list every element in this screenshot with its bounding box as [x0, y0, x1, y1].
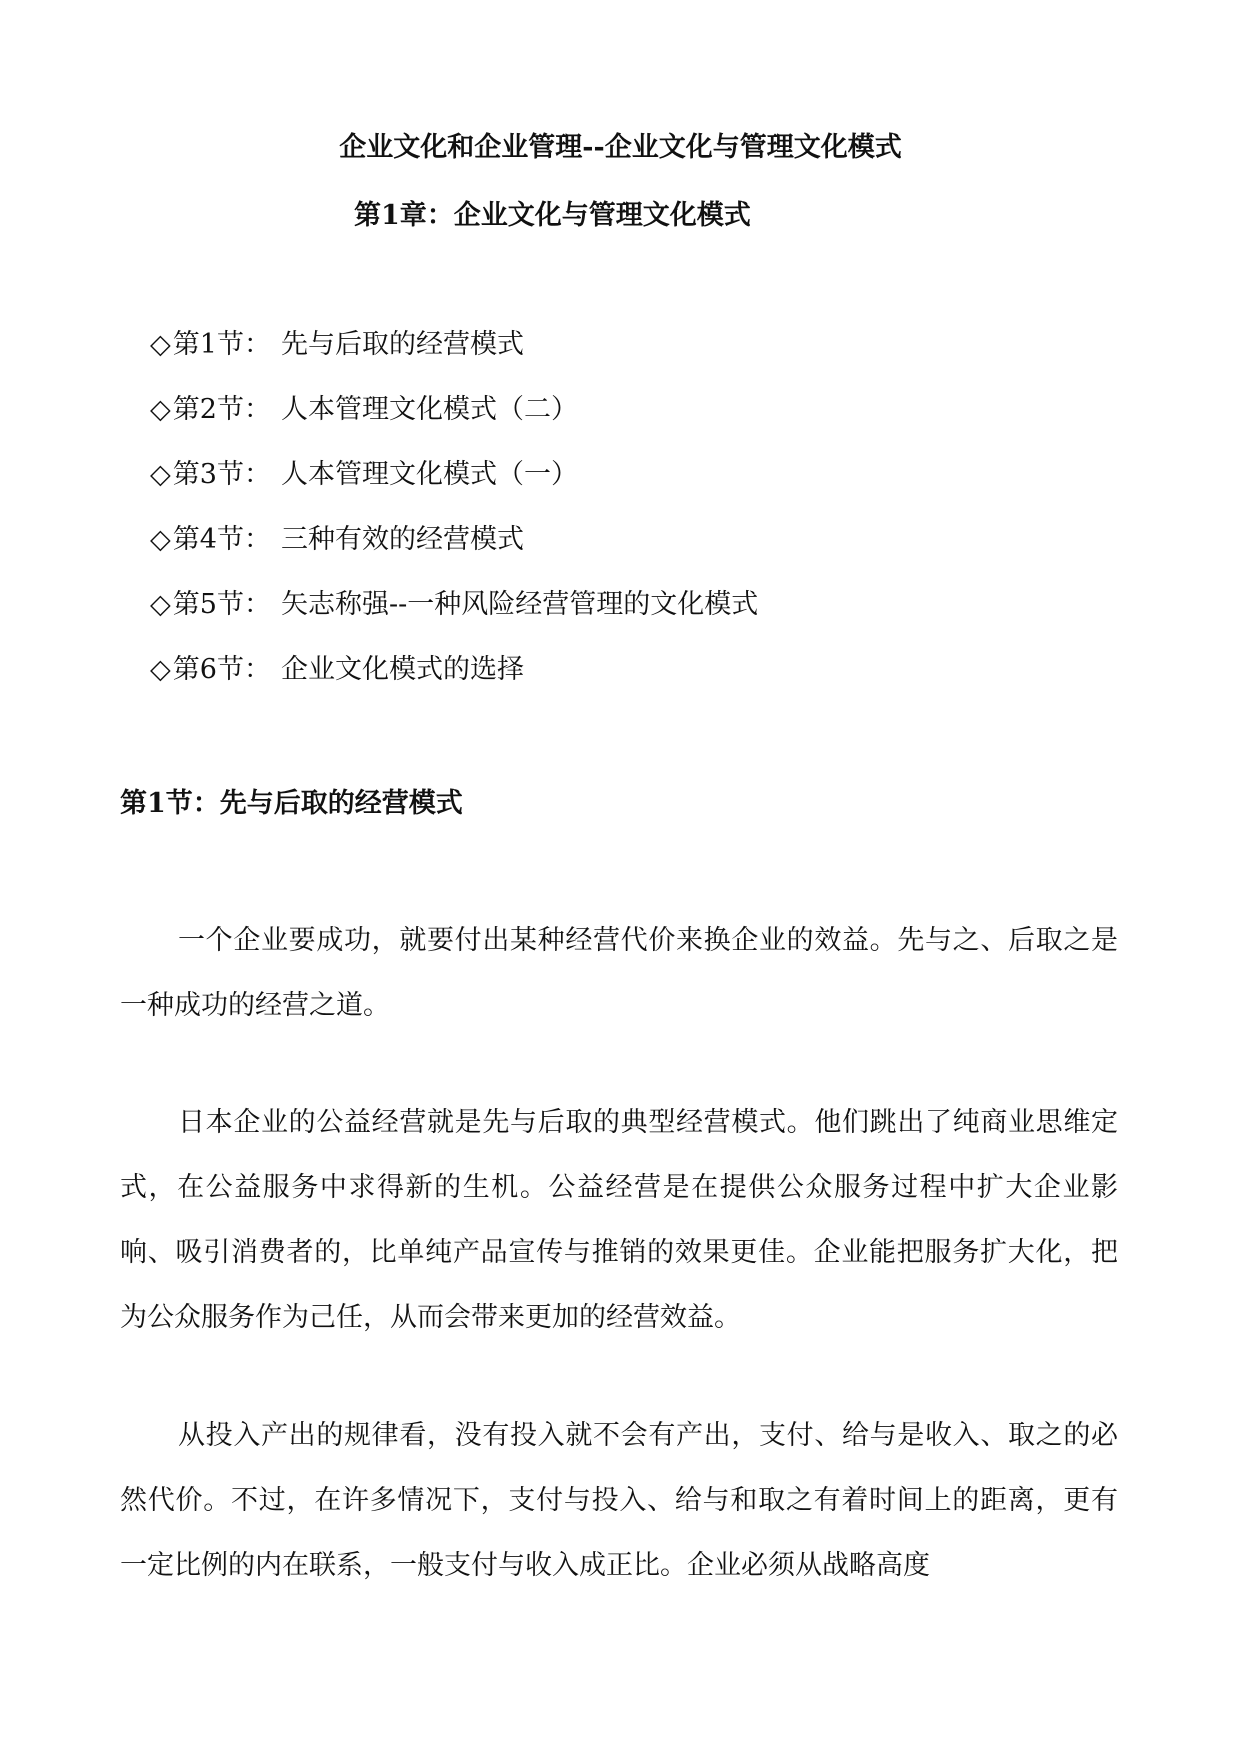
toc-item-number: 第4节：: [172, 524, 271, 555]
document-title: 企业文化和企业管理--企业文化与管理文化模式: [339, 132, 902, 163]
diamond-bullet-icon: ◇: [150, 524, 171, 555]
toc-item-1: [150, 327, 758, 392]
toc-item-number: 第6节：: [172, 654, 271, 685]
section-heading: 第1节：先与后取的经营模式: [120, 788, 463, 819]
toc-item-number: 第5节：: [172, 589, 271, 620]
diamond-bullet-icon: ◇: [150, 654, 171, 685]
toc-item-label: 先与后取的经营模式: [280, 329, 524, 360]
toc-item-label: 人本管理文化模式（二）: [280, 394, 578, 425]
body-paragraph-3: 从投入产出的规律看，没有投入就不会有产出，支付、给与是收入、取之的必然代价。不过，在许多情况下，支付与投入、给与和取之有着时间上的距离，更有一定比例的内在联系，一般支付与收入成正比。企业必须从战略高度: [120, 1420, 1118, 1581]
diamond-bullet-icon: ◇: [150, 589, 171, 620]
toc-item-label: 企业文化模式的选择: [280, 654, 524, 685]
toc-item-label: 人本管理文化模式（一）: [280, 459, 578, 490]
body-paragraph-2: 日本企业的公益经营就是先与后取的典型经营模式。他们跳出了纯商业思维定式，在公益服务中求得新的生机。公益经营是在提供公众服务过程中扩大企业影响、吸引消费者的，比单纯产品宣传与推销的效果更佳。企业能把服务扩大化，把为公众服务作为己任，从而会带来更加的经营效益。: [120, 1107, 1118, 1333]
diamond-bullet-icon: ◇: [150, 329, 171, 360]
toc-item-number: 第1节：: [172, 329, 271, 360]
toc-item-number: 第2节：: [172, 394, 271, 425]
toc-item-6: [150, 652, 758, 717]
toc-item-3: [150, 457, 758, 522]
toc-item-label: 三种有效的经营模式: [280, 524, 524, 555]
table-of-contents: [150, 327, 758, 717]
toc-item-2: [150, 392, 758, 457]
diamond-bullet-icon: ◇: [150, 459, 171, 490]
body-paragraph-1: 一个企业要成功，就要付出某种经营代价来换企业的效益。先与之、后取之是一种成功的经营之道。: [120, 925, 1118, 1021]
diamond-bullet-icon: ◇: [150, 394, 171, 425]
toc-item-5: [150, 587, 758, 652]
toc-item-label: 矢志称强--一种风险经营管理的文化模式: [280, 589, 759, 620]
toc-item-number: 第3节：: [172, 459, 271, 490]
chapter-title: 第1章：企业文化与管理文化模式: [354, 200, 751, 231]
toc-item-4: [150, 522, 758, 587]
